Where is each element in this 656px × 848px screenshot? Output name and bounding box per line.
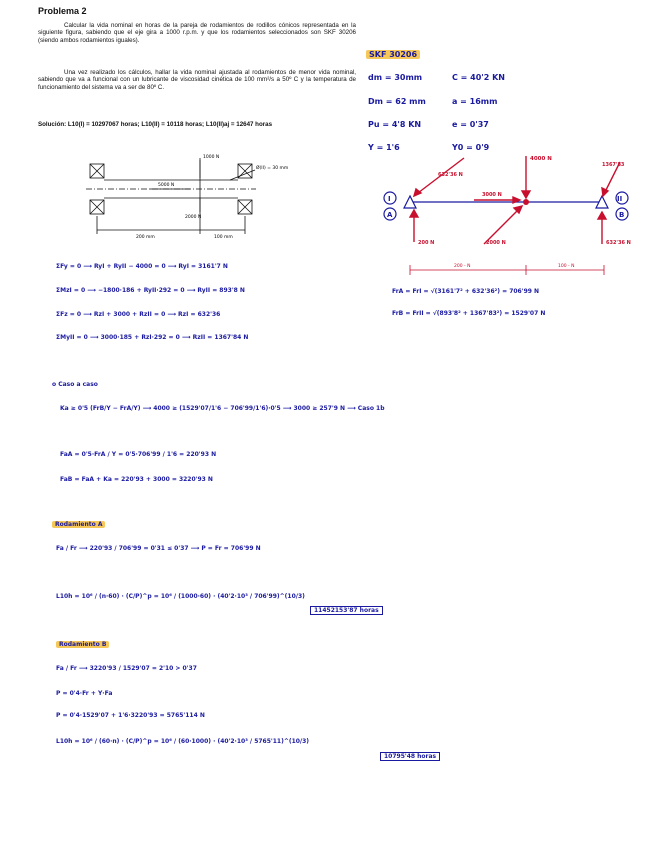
fbd-label-II: II xyxy=(617,195,623,203)
rodamiento-a-ratio: Fa / Fr ⟶ 220'93 / 706'99 = 0'31 ≤ 0'37 ⟶ P = Fr = 706'99 N xyxy=(56,545,261,552)
equation-sum-fz: ΣFz = 0 ⟶ RzI + 3000 + RzII = 0 ⟶ RzI = 632'36 xyxy=(56,311,221,318)
fbd-dim-1: 200 - N xyxy=(454,264,471,269)
bearing-e: e = 0'37 xyxy=(452,120,489,129)
force-low-label: 2000 N xyxy=(185,215,202,220)
equation-sum-my: ΣMyII = 0 ⟶ 3000·185 + RzI·292 = 0 ⟶ RzII = 1367'84 N xyxy=(56,334,249,341)
shaft-diameter-label: Ø(II) = 30 mm xyxy=(256,166,289,171)
bearing-dm: dm = 30mm xyxy=(368,73,423,82)
rodamiento-b-peq: P = 0'4·Fr + Y·Fa xyxy=(56,690,113,697)
caso-fa-b: FaB = FaA + Ka = 220'93 + 3000 = 3220'93 N xyxy=(60,476,213,483)
statement-paragraph-1: Calcular la vida nominal en horas de la pareja de rodamientos de rodillos cónicos representada en la siguiente figura, sabiendo que el eje gira a 1000 r.p.m. y que los rodamientos seleccionados son SKF 30206 (siendo ambos rodamientos iguales). xyxy=(38,22,356,44)
fbd-4000-label: 4000 N xyxy=(530,156,552,162)
radial-force-b: FrB = FrII = √(893'8² + 1367'83²) = 1529'07 N xyxy=(392,310,546,317)
equation-sum-mz: ΣMzI = 0 ⟶ −1800·186 + RyII·292 = 0 ⟶ RyII = 893'8 N xyxy=(56,287,245,294)
rodamiento-a-heading: Rodamiento A xyxy=(52,521,105,528)
rodamiento-b-heading: Rodamiento B xyxy=(56,641,109,648)
bearing-Dm: Dm = 62 mm xyxy=(368,97,426,106)
bearing-a: a = 16mm xyxy=(452,97,498,106)
bearing-Pu: Pu = 4'8 KN xyxy=(368,120,422,129)
fbd-200-label: 200 N xyxy=(418,240,435,246)
problem-title: Problema 2 xyxy=(38,6,87,16)
equation-sum-fy: ΣFy = 0 ⟶ RyI + RyII − 4000 = 0 ⟶ RyI = 3161'7 N xyxy=(56,263,228,270)
dim-right-label: 100 mm xyxy=(214,235,233,240)
fbd-dim-2: 100 - N xyxy=(558,264,575,269)
bearing-C: C = 40'2 KN xyxy=(452,73,505,82)
free-body-diagram xyxy=(374,152,640,278)
solution-line: Solución: L10(I) = 10297067 horas; L10(II) = 10118 horas; L10(II)aj = 12647 horas xyxy=(38,121,273,128)
fbd-fa-label: 632'36 N xyxy=(438,172,463,178)
bearing-Y: Y = 1'6 xyxy=(368,143,400,152)
rodamiento-a-life: L10h = 10⁶ / (n·60) · (C/P)^p = 10⁶ / (1000·60) · (40'2·10³ / 706'99)^(10/3) xyxy=(56,593,305,600)
fbd-2000-label: 2000 N xyxy=(486,240,506,246)
shaft-drawing xyxy=(80,150,290,242)
fbd-3000-label: 3000 N xyxy=(482,192,502,198)
force-mid-label: 5000 N xyxy=(158,183,175,188)
fbd-fbv-label: 632'36 N xyxy=(606,240,631,246)
fbd-label-A: A xyxy=(387,211,393,219)
rodamiento-b-ratio: Fa / Fr ⟶ 3220'93 / 1529'07 = 2'10 > 0'37 xyxy=(56,665,197,672)
caso-fa-a: FaA = 0'5·FrA / Y = 0'5·706'99 / 1'6 = 220'93 N xyxy=(60,451,217,458)
dim-left-label: 200 mm xyxy=(136,235,155,240)
fbd-label-I: I xyxy=(388,195,391,203)
caso-inequality: Ka ≥ 0'5 (FrB/Y − FrA/Y) ⟶ 4000 ≥ (1529'07/1'6 − 706'99/1'6)·0'5 ⟶ 3000 ≥ 257'9 N ⟶ Caso 1b xyxy=(60,405,385,412)
fbd-label-B: B xyxy=(619,211,625,219)
caso-heading: o Caso a caso xyxy=(52,381,98,388)
rodamiento-a-result: 11452153'87 horas xyxy=(310,606,383,615)
radial-force-a: FrA = FrI = √(3161'7² + 632'36²) = 706'99 N xyxy=(392,288,540,295)
rodamiento-b-life: L10h = 10⁶ / (60·n) · (C/P)^p = 10⁶ / (60·1000) · (40'2·10³ / 5765'11)^(10/3) xyxy=(56,738,310,745)
statement-paragraph-2: Una vez realizado los cálculos, hallar la vida nominal ajustada al rodamientos de menor vida nominal, sabiendo que va a funcional con un lubricante de viscosidad cinética de 100 mm²/s a 50º C y la temperatura de funcionamiento del sistema va a ser de 80º C. xyxy=(38,69,356,91)
rodamiento-b-result: 10795'48 horas xyxy=(380,752,440,761)
bearing-Y0: Y0 = 0'9 xyxy=(452,143,490,152)
rodamiento-b-pcalc: P = 0'4·1529'07 + 1'6·3220'93 = 5765'114 N xyxy=(56,712,205,719)
bearing-name: SKF 30206 xyxy=(366,50,420,59)
fbd-fb-label: 1367'83 xyxy=(602,162,625,168)
force-top-label: 1000 N xyxy=(203,155,220,160)
